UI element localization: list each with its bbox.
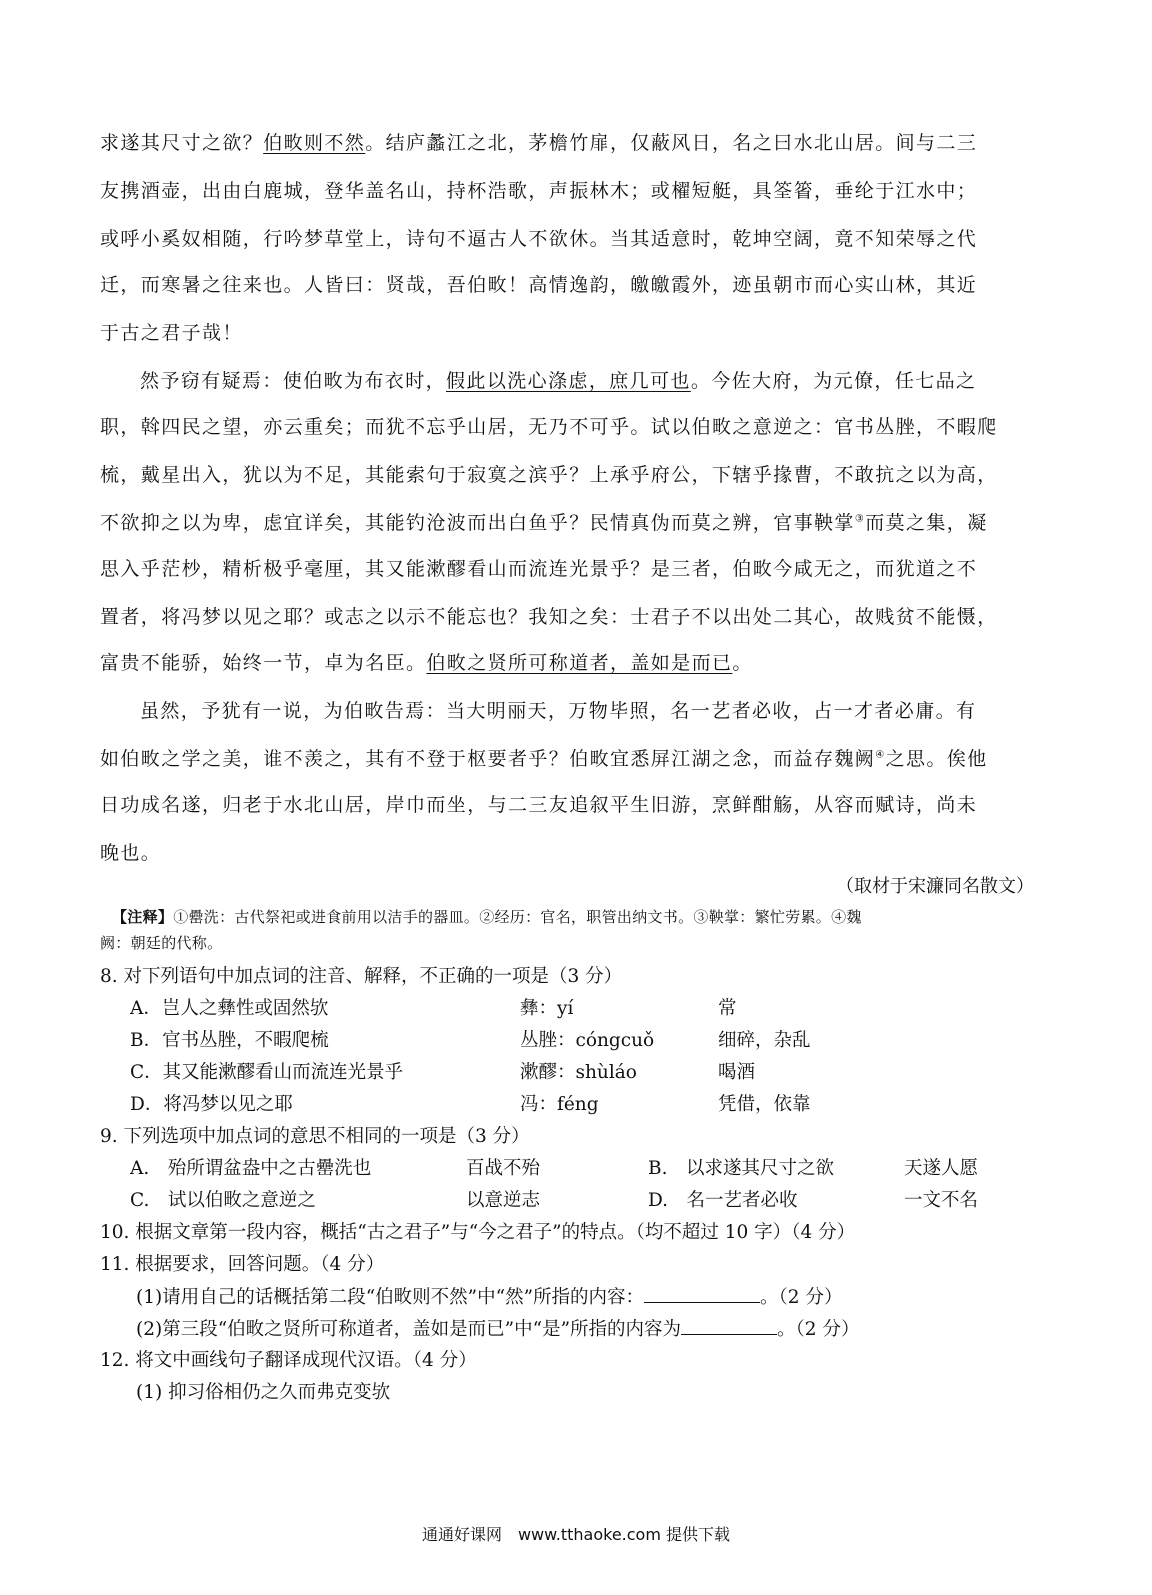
passage-line: 梳，戴星出入，犹以为不足，其能索句于寂寞之滨乎？上承乎府公，下辖乎掾曹，不敢抗之以为高，	[100, 464, 998, 486]
q9-option-c: C. 试以伯畋之意逆之	[130, 1190, 316, 1211]
page-footer: 通通好课网 www.tthaoke.com 提供下载	[421, 1525, 731, 1544]
passage-line: 置者，将冯梦以见之耶？或志之以示不能忘也？我知之矣：士君子不以出处二其心，故贱贫不能慑，	[100, 606, 998, 628]
q11-sub-2-text: (2)第三段“伯畋之贤所可称道者，盖如是而已”中“是”所指的内容为	[136, 1319, 682, 1340]
underlined-sentence: 假此以洗心涤虑，庶几可也	[446, 370, 691, 392]
passage-line: 或呼小奚奴相随，行吟梦草堂上，诗句不逼古人不欲休。当其适意时，乾坤空阔，竟不知荣辱之代	[100, 228, 978, 250]
answer-blank[interactable]	[681, 1316, 777, 1335]
passage-text: 。	[732, 652, 753, 674]
q8-option-d-meaning: 凭借，依靠	[718, 1094, 811, 1115]
q11-sub-1-text: (1)请用自己的话概括第二段“伯畋则不然”中“然”所指的内容：	[136, 1287, 645, 1308]
q8-option-c-meaning: 喝酒	[718, 1062, 756, 1083]
underlined-sentence: 伯畋之贤所可称道者，盖如是而已	[426, 652, 733, 674]
passage-line	[100, 510, 1040, 536]
notes-line: 阙：朝廷的代称。	[100, 934, 223, 952]
passage-text: 如伯畋之学之美，谁不羡之，其有不登于枢要者乎？伯畋宜悉屏江湖之念，而益存魏阙	[100, 748, 876, 770]
question-11-stem: 11. 根据要求，回答问题。（4 分）	[100, 1254, 385, 1275]
footnote-marker: ③	[854, 513, 866, 525]
passage-line: 友携酒壶，出由白鹿城，登华盖名山，持杯浩歌，声振林木；或櫂短艇，具筌箵，垂纶于江水中；	[100, 180, 978, 202]
passage-line: 于古之君子哉！	[100, 322, 243, 344]
q8-option-c-pinyin: 漱醪：shùláo	[520, 1062, 637, 1083]
q8-option-a-label: A．岂人之彝性或固然欤	[130, 998, 329, 1019]
passage-text: 。结庐蠡江之北，茅檐竹扉，仅蔽风日，名之曰水北山居。间与二三	[365, 132, 978, 154]
passage-line: 迁，而寒暑之往来也。人皆曰：贤哉，吾伯畋！高情逸韵，皦皦霞外，迹虽朝市而心实山林，其近	[100, 274, 978, 296]
q11-sub-1	[136, 1284, 842, 1311]
passage-text: 而莫之集，凝	[865, 512, 988, 534]
passage-line	[140, 368, 1040, 394]
passage-text: 求遂其尺寸之欲？	[100, 132, 264, 154]
notes-line	[112, 906, 862, 928]
passage-line: 虽然，予犹有一说，为伯畋告焉：当大明丽天，万物毕照，名一艺者必收，占一才者必庸。有	[140, 700, 977, 722]
question-8-stem: 8. 对下列语句中加点词的注音、解释，不正确的一项是（3 分）	[100, 966, 623, 987]
passage-text: 不欲抑之以为卑，虑宜详矣，其能钓沧波而出白鱼乎？民情真伪而莫之辨，官事鞅掌	[100, 512, 855, 534]
q12-sub-1: (1) 抑习俗相仍之久而弗克变欤	[136, 1382, 391, 1403]
q11-sub-2-score: 。（2 分）	[777, 1319, 860, 1340]
passage-line	[100, 130, 1040, 156]
q8-option-b-meaning: 细碎，杂乱	[718, 1030, 811, 1051]
q9-option-a-compare: 百战不殆	[466, 1158, 541, 1179]
question-12-stem: 12. 将文中画线句子翻译成现代汉语。（4 分）	[100, 1350, 477, 1371]
q8-option-d-pinyin: 冯：féng	[520, 1094, 599, 1115]
passage-line	[100, 650, 1040, 676]
q9-option-d-compare: 一文不名	[904, 1190, 979, 1211]
q11-sub-1-score: 。（2 分）	[760, 1287, 843, 1308]
question-10: 10. 根据文章第一段内容，概括“古之君子”与“今之君子”的特点。（均不超过 10 字）（4 分）	[100, 1222, 856, 1243]
passage-text: 然予窃有疑焉：使伯畋为布衣时，	[140, 370, 447, 392]
q9-option-c-compare: 以意逆志	[466, 1190, 541, 1211]
passage-line: 晚也。	[100, 842, 162, 864]
q8-option-b-label: B．官书丛脞，不暇爬梳	[130, 1030, 329, 1051]
q9-option-b-compare: 天遂人愿	[904, 1158, 979, 1179]
notes-text: ①罍洗：古代祭祀或进食前用以洁手的器皿。②经历：官名，职管出纳文书。③鞅掌：繁忙劳累。④魏	[173, 908, 862, 926]
passage-line: 日功成名遂，归老于水北山居，岸巾而坐，与二三友追叙平生旧游，烹鲜酣觞，从容而赋诗，尚未	[100, 794, 978, 816]
q8-option-a-meaning: 常	[718, 998, 737, 1019]
notes-label: 【注释】	[112, 908, 174, 926]
passage-line: 思入乎茫杪，精析极乎毫厘，其又能漱醪看山而流连光景乎？是三者，伯畋今咸无之，而犹道之不	[100, 558, 978, 580]
passage-text: 之思。俟他	[885, 748, 988, 770]
source-citation: （取材于宋濂同名散文）	[836, 876, 1034, 897]
passage-text: 。今佐大府，为元僚，任七品之	[690, 370, 977, 392]
underlined-sentence: 伯畋则不然	[263, 132, 366, 154]
q9-option-a: A. 殆所谓盆盎中之古罍洗也	[130, 1158, 372, 1179]
answer-blank[interactable]	[644, 1284, 760, 1303]
passage-text: 富贵不能骄，始终一节，卓为名臣。	[100, 652, 427, 674]
passage-line: 职，斡四民之望，亦云重矣；而犹不忘乎山居，无乃不可乎。试以伯畋之意逆之：官书丛脞，不暇爬	[100, 416, 998, 438]
q8-option-a-pinyin: 彝：yí	[520, 998, 574, 1019]
question-9-stem: 9. 下列选项中加点词的意思不相同的一项是（3 分）	[100, 1126, 530, 1147]
q9-option-b: B. 以求遂其尺寸之欲	[648, 1158, 834, 1179]
q8-option-b-pinyin: 丛脞：cóngcuǒ	[520, 1030, 655, 1051]
footnote-marker: ④	[875, 749, 886, 761]
q8-option-d-label: D．将冯梦以见之耶	[130, 1094, 293, 1115]
q11-sub-2	[136, 1316, 859, 1343]
passage-line	[100, 746, 1040, 772]
q8-option-c-label: C．其又能漱醪看山而流连光景乎	[130, 1062, 404, 1083]
q9-option-d: D. 名一艺者必收	[648, 1190, 798, 1211]
